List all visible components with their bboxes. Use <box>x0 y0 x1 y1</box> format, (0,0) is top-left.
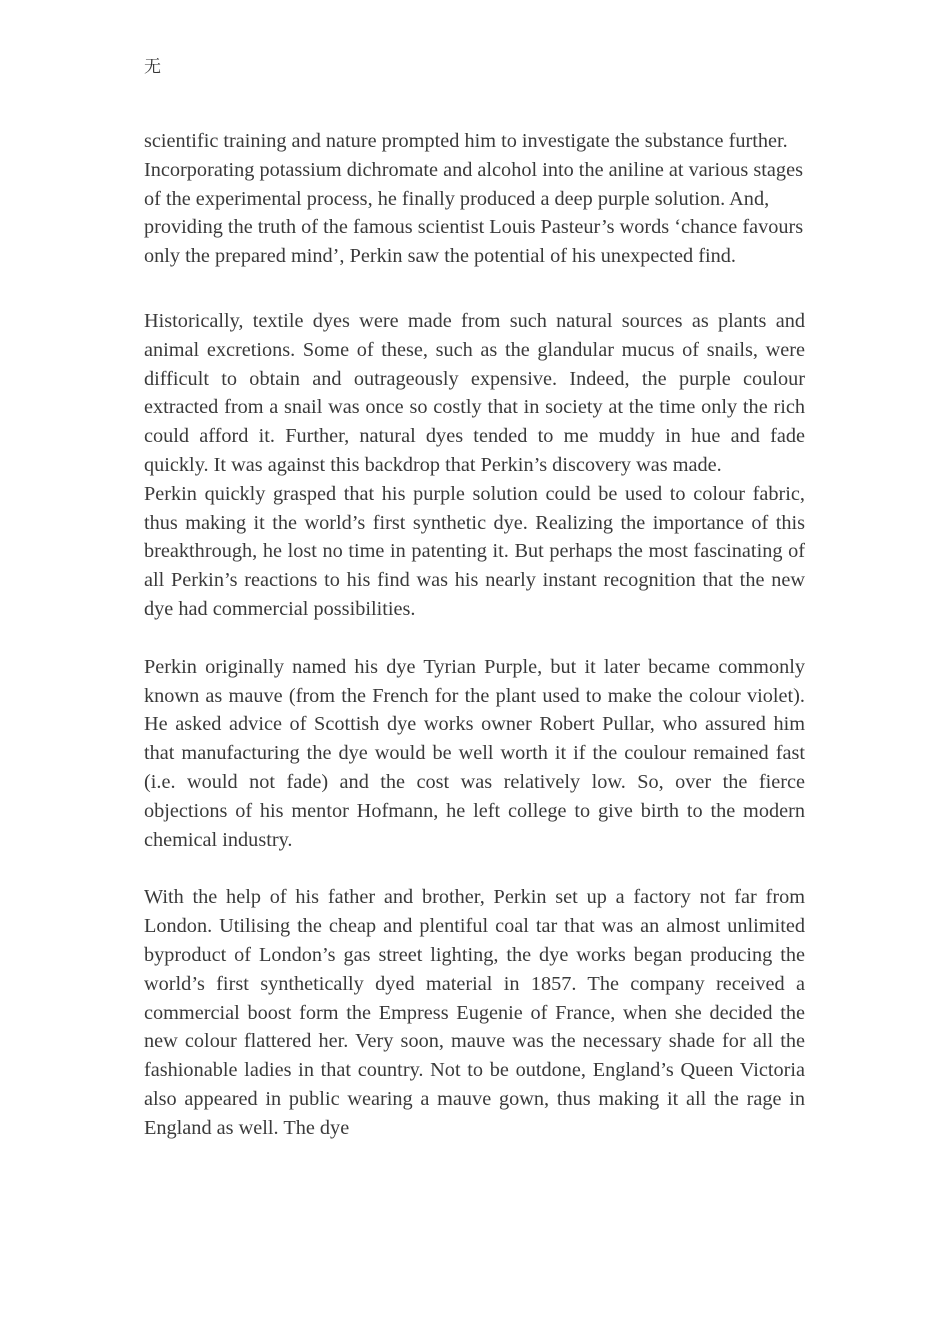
paragraph-1: scientific training and nature prompted him to investigate the substance further. Incorporating potassium dichromate and alcohol into the aniline at various stages of the experimental process, he finally produced a deep purple solution. And, providing the truth of the famous scientist Louis Pasteur’s words ‘chance favours only the prepared mind’, Perkin saw the potential of his unexpected find. <box>144 130 804 268</box>
paragraph-4: Perkin originally named his dye Tyrian Purple, but it later became commonly known as mauve (from the French for the plant used to make the colour violet). He asked advice of Scottish dye works owner Robert Pullar, who assured him that manufacturing the dye would be well worth it if the coulour remained fast (i.e. would not fade) and the cost was relatively low. So, over the fierce objections of his mentor Hofmann, he left college to give birth to the modern chemical industry. <box>144 655 805 851</box>
page-header-mark: 无 <box>144 57 161 77</box>
article-body <box>144 127 805 1143</box>
paragraph-2: Historically, textile dyes were made from such natural sources as plants and animal excretions. Some of these, such as the glandular mucus of snails, were difficult to obtain and outrageously expensive. Indeed, the purple coulour extracted from a snail was once so costly that in society at the time only the rich could afford it. Further, natural dyes tended to me muddy in hue and fade quickly. It was against this backdrop that Perkin’s discovery was made. <box>144 309 805 476</box>
paragraph-5: With the help of his father and brother, Perkin set up a factory not far from London. Utilising the cheap and plentiful coal tar that was an almost unlimited byproduct of London’s gas street lighting, the dye works began producing the world’s first synthetically dyed material in 1857. The company received a commercial boost form the Empress Eugenie of France, when she decided the new colour flattered her. Very soon, mauve was the necessary shade for all the fashionable ladies in that country. Not to be outdone, England’s Queen Victoria also appeared in public wearing a mauve gown, thus making it all the rage in England as well. The dye <box>144 886 805 1139</box>
paragraph-3: Perkin quickly grasped that his purple solution could be used to colour fabric, thus making it the world’s first synthetic dye. Realizing the importance of this breakthrough, he lost no time in patenting it. But perhaps the most fascinating of all Perkin’s reactions to his find was his nearly instant recognition that the new dye had commercial possibilities. <box>144 482 805 620</box>
